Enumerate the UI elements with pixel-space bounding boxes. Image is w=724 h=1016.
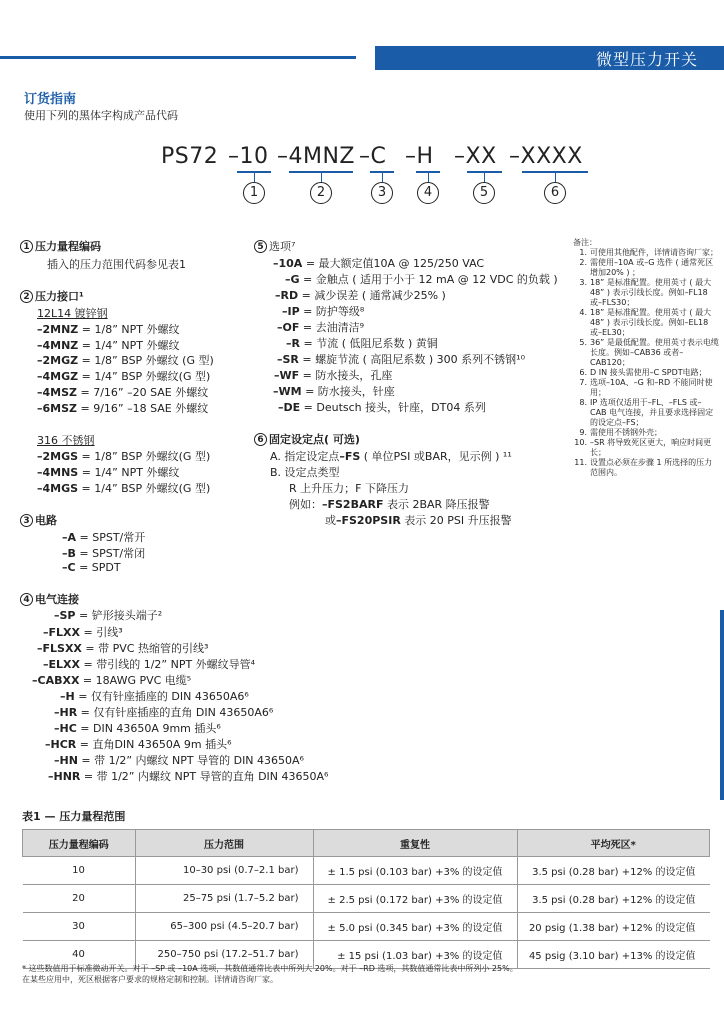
side-accent-bar	[720, 610, 724, 800]
list-item: –H = 仅有针座插座的 DIN 43650A6⁶	[60, 690, 249, 703]
table-row	[23, 857, 710, 885]
section-title: 压力量程编码	[35, 240, 101, 253]
code-circle-1: 1	[243, 182, 265, 204]
list-item: –HNR = 带 1/2” 内螺纹 NPT 导管的直角 DIN 43650A⁶	[48, 770, 329, 783]
list-item: –HR = 仅有针座插座的直角 DIN 43650A6⁶	[54, 706, 274, 719]
group-galvanized-steel: 12L14 镀锌钢	[37, 307, 108, 320]
table-cell: 40	[23, 941, 136, 969]
code-circle-3: 3	[371, 182, 393, 204]
section-2-heading	[20, 288, 84, 304]
code-part-setpoint: –XXXX	[509, 144, 583, 169]
footnote-line: 在某些应用中，死区根据客户要求的规格定制和控制。详情请咨询厂家。	[22, 975, 278, 984]
list-item: –DE = Deutsch 接头，针座，DT04 系列	[278, 401, 486, 414]
section-6-heading	[254, 431, 360, 447]
list-item: –B = SPST/常闭	[62, 547, 146, 560]
note: 3. 18” 是标准配置。使用英寸 ( 最大48” ) 表示引线长度。例如–FL18或–FLS30；	[579, 278, 712, 307]
list-item: –WM = 防水接头，针座	[273, 385, 395, 398]
note: 8. IP 选项仅适用于–FL、–FLS 或– CAB 电气连接，并且要求选择固定的设定点–FS；	[579, 398, 714, 427]
note: 5. 36” 是最低配置。使用英寸表示电缆长度。例如–CAB36 或者–CAB120；	[579, 338, 719, 367]
pressure-range-table	[22, 829, 710, 969]
list-item: –2MGS = 1/8” BSP 外螺纹(G 型)	[37, 450, 211, 463]
table-cell: ± 5.0 psi (0.345 bar) +3% 的设定值	[313, 913, 517, 941]
code-part-connection: –H	[405, 144, 434, 169]
header-banner	[375, 46, 724, 70]
code-connector	[555, 172, 556, 182]
list-item: –4MNZ = 1/4” NPT 外螺纹	[37, 339, 180, 352]
list-item: –4MGS = 1/4” BSP 外螺纹(G 型)	[37, 482, 211, 495]
code-part-circuit: –C	[359, 144, 387, 169]
list-item: –RD = 减少误差 ( 通常减少25% )	[275, 289, 446, 302]
code-circle-2: 2	[310, 182, 332, 204]
section-3-heading	[20, 512, 57, 528]
list-item: –R = 节流 ( 低阻尼系数 ) 黄铜	[286, 337, 438, 350]
section-5-heading	[254, 238, 295, 254]
table-cell: 3.5 psi (0.28 bar) +12% 的设定值	[517, 857, 710, 885]
note: 4. 18” 是标准配置。使用英寸 ( 最大48” ) 表示引线长度。例如–EL18或–EL30；	[579, 308, 712, 337]
list-item: –4MGZ = 1/4” BSP 外螺纹(G 型)	[37, 370, 211, 383]
code-circle-4: 4	[417, 182, 439, 204]
list-item: –2MNZ = 1/8” NPT 外螺纹	[37, 323, 180, 336]
table-cell: 25–75 psi (1.7–5.2 bar)	[135, 885, 313, 913]
list-item: –4MNS = 1/4” NPT 外螺纹	[37, 466, 180, 479]
table-cell: 30	[23, 913, 136, 941]
list-item: –HCR = 直角DIN 43650A 9m 插头⁶	[45, 738, 232, 751]
notes-title: 备注：	[573, 238, 597, 247]
ordering-title: 订货指南	[24, 92, 77, 107]
note: 6. D IN 接头需使用–C SPDT电路；	[579, 368, 707, 377]
section-title: 固定设定点( 可选)	[269, 433, 360, 446]
code-part-options: –XX	[454, 144, 497, 169]
code-part-port: –4MNZ	[277, 144, 356, 169]
list-item: –ELXX = 带引线的 1/2” NPT 外螺纹导管⁴	[43, 658, 256, 671]
table-header-row	[23, 830, 710, 857]
section-number: 6	[254, 433, 267, 446]
ordering-subtitle: 使用下列的黑体字构成产品代码	[24, 109, 178, 122]
table-cell: ± 2.5 psi (0.172 bar) +3% 的设定值	[313, 885, 517, 913]
list-item: –HC = DIN 43650A 9mm 插头⁶	[54, 722, 221, 735]
table-cell: 20 psig (1.38 bar) +12% 的设定值	[517, 913, 710, 941]
list-item: –C = SPDT	[62, 561, 121, 574]
column-header: 压力量程编码	[23, 830, 136, 857]
code-part-base: PS72	[161, 144, 219, 169]
table-footnote	[22, 963, 518, 985]
section-1-heading	[20, 238, 101, 254]
list-item: –CABXX = 18AWG PVC 电缆⁵	[32, 674, 192, 687]
table-cell: 10–30 psi (0.7–2.1 bar)	[135, 857, 313, 885]
setpoint-a: A. 指定设定点–FS ( 单位PSI 或BAR，见示例 ) ¹¹	[270, 450, 512, 463]
column-header: 压力范围	[135, 830, 313, 857]
list-item: –2MGZ = 1/8” BSP 外螺纹 (G 型)	[37, 354, 214, 367]
group-stainless-steel: 316 不锈钢	[37, 434, 95, 447]
section-number: 5	[254, 240, 267, 253]
column-header: 平均死区*	[517, 830, 710, 857]
table-cell: 3.5 psi (0.28 bar) +12% 的设定值	[517, 885, 710, 913]
footnote-line: * 这些数值用于标准微动开关。对于 –SP 或 –10A 选项，其数值通常比表中所列大 20%。对于 –RD 选项，其数值通常比表中所列小 25%。	[22, 964, 518, 973]
list-item: –WF = 防水接头，孔座	[274, 369, 393, 382]
table-cell: 10	[23, 857, 136, 885]
notes	[573, 238, 719, 478]
column-header: 重复性	[313, 830, 517, 857]
setpoint-example-1: 例如：–FS2BARF 表示 2BAR 降压报警	[289, 498, 490, 511]
list-item: –OF = 去油清洁⁹	[277, 321, 364, 334]
page-title: 微型压力开关	[595, 50, 698, 69]
table-row	[23, 913, 710, 941]
section-title: 压力接口¹	[35, 290, 84, 303]
list-item: –A = SPST/常开	[62, 531, 146, 544]
section-number: 2	[20, 290, 33, 303]
setpoint-type: R 上升压力；F 下降压力	[289, 482, 409, 495]
list-item: –FLXX = 引线³	[43, 626, 123, 639]
note: 9. 需使用不锈钢外壳；	[579, 428, 662, 437]
section-number: 3	[20, 514, 33, 527]
note: 2. 需使用–10A 或–G 选件 ( 通常死区增加20% ) ；	[579, 258, 714, 277]
table-title: 表1 — 压力量程范围	[22, 810, 126, 823]
note: 11. 设置点必须在步骤 1 所选择的压力范围内。	[574, 458, 713, 477]
table-cell: ± 1.5 psi (0.103 bar) +3% 的设定值	[313, 857, 517, 885]
code-connector	[254, 172, 255, 182]
code-connector	[428, 172, 429, 182]
code-connector	[321, 172, 322, 182]
table-cell: 65–300 psi (4.5–20.7 bar)	[135, 913, 313, 941]
code-circle-5: 5	[473, 182, 495, 204]
note: 1. 可使用其他配件，详情请咨询厂家；	[579, 248, 718, 257]
code-connector	[382, 172, 383, 182]
code-connector	[484, 172, 485, 182]
section-number: 4	[20, 593, 33, 606]
section-title: 选项⁷	[269, 240, 296, 253]
table-cell: 20	[23, 885, 136, 913]
setpoint-example-2: 或–FS20PSIR 表示 20 PSI 升压报警	[325, 514, 512, 527]
code-part-range: –10	[228, 144, 269, 169]
note: 7. 选项–10A、–G 和–RD 不能同时使用；	[579, 378, 713, 397]
list-item: –SP = 铲形接头端子²	[54, 609, 163, 622]
section-title: 电路	[35, 514, 57, 527]
list-item: –4MSZ = 7/16” –20 SAE 外螺纹	[37, 386, 209, 399]
table-cell: 250–750 psi (17.2–51.7 bar)	[135, 941, 313, 969]
list-item: –IP = 防护等级⁸	[282, 305, 365, 318]
setpoint-b: B. 设定点类型	[270, 466, 340, 479]
table-row	[23, 885, 710, 913]
header-rule	[0, 56, 356, 59]
table-cell: 45 psig (3.10 bar) +13% 的设定值	[517, 941, 710, 969]
list-item: –6MSZ = 9/16” –18 SAE 外螺纹	[37, 402, 209, 415]
section-4-heading	[20, 591, 79, 607]
list-item: –10A = 最大额定值10A @ 125/250 VAC	[273, 257, 485, 270]
table-cell: ± 15 psi (1.03 bar) +3% 的设定值	[313, 941, 517, 969]
list-item: –G = 金触点 ( 适用于小于 12 mA @ 12 VDC 的负载 )	[285, 273, 558, 286]
section-1-text: 插入的压力范围代码参见表1	[47, 258, 186, 271]
list-item: –SR = 螺旋节流 ( 高阻尼系数 ) 300 系列不锈钢¹⁰	[277, 353, 525, 366]
list-item: –HN = 带 1/2” 内螺纹 NPT 导管的 DIN 43650A⁶	[54, 754, 304, 767]
section-number: 1	[20, 240, 33, 253]
note: 10. –SR 将导致死区更大，响应时间更长；	[574, 438, 712, 457]
code-circle-6: 6	[544, 182, 566, 204]
list-item: –FLSXX = 带 PVC 热缩管的引线³	[37, 642, 209, 655]
section-title: 电气连接	[35, 593, 79, 606]
